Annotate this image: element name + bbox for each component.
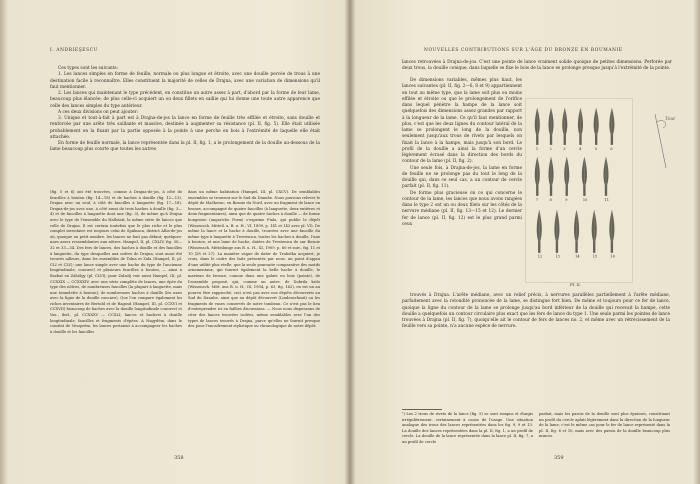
paragraph: 1. Les lances simples en forme de feuille, normale ou plus longue et étroite, avec une douille percée de trous à une destination facile à reconnaître. Elles constituent la majorité de celles de Drajna, avec une variation de dimensions qu'il faut mentionner. — [50, 72, 320, 90]
spearheads-illustration — [526, 99, 632, 282]
main-text — [50, 66, 320, 154]
page-number: 359 — [554, 455, 564, 461]
spearhead-figure — [609, 210, 615, 259]
figure-number: 9 — [565, 197, 568, 202]
spearhead-figure — [554, 210, 560, 259]
figure-number: 3 — [563, 146, 566, 151]
figure-number: 2 — [549, 146, 552, 151]
footnote-column: dans un même habitation (Hampel, III, pl. CXCV). De semblables ensembles se trouvent sur le Sud du Danube. Nous pouvons relever le dépôt de Mačkovac, en Bosnie du Nord, avec un fragment de lance en bronze, accompagné de quatre faucilles (à languette, deux entières et deux fragmentaires), ainsi que de quatre haches à douille — de forme hongroise (angariche Form) s'exprime Fiala, qui publie le dépôt (Wissensch. Mitteil. a. B. u. H., VI, 1899, p. 141 et 142 avec pl. VI). De même la lance et la hache à douille, trouvées avec une faucille du même type à languette à Trestenica, toutes les haches à douille, l'une à bouton, et une lame de hache, datées de Trestenica de sur Bosnie (Wissensch. Mitteilunge aus B. u. H., XI, 1909, p. 60 et suiv., fig. 11 et 10 (28 et 27). La manière vague de dater de Truhelka acquiert, je crois, dans le cadre des faits présentés par nous, un point d'appui d'une utilité plus réelle, que la seule poursuite comparative des motifs ornementaux, qui fournit également la belle hache à douille, le marteau de bronze, connue dans une galate en bois (pointe), de l'ensemble proposé, qui, comme un autre, de Dobrila krdo (Wissensch. Mitt. aus B. u. H., IX, 1904, p. 63, fig. 162), en est un au pourvu être rapproché, ceci n'est pas avec nos dépôts découverts au Sud du Danube, ainsi que au dépôt découvert (Lindenschmit) ou les fragments de vases conservés de notre tombeau. Ce n'est pas le lieu d'entreprendre ici en faillies discussions. — Nous nous dispensons de citer des lances trouvées isolées, même semblables avec l'un des types de lances trouvés à Drajna, parce qu'elles ne fournit presque des pour l'encadrement stylistique ou chronologique de notre dépôt. — [188, 190, 320, 329]
spearhead-figure — [574, 210, 580, 259]
spearhead-figure — [594, 108, 599, 151]
figure-number: 4 — [579, 146, 582, 151]
figure-number: 13 — [555, 254, 560, 259]
figure-number: 7 — [535, 197, 539, 202]
spearhead-figure — [603, 157, 609, 202]
footnote-rule — [402, 409, 442, 410]
paragraph: En forme de feuille normale, la lance représentée dans la pl. II, fig. 1, a le prolongement de la douille au-dessous de la lame beaucoup plus courte que toutes les autres — [50, 141, 320, 153]
figure-number: 8 — [549, 197, 552, 202]
handwritten-annotation — [652, 108, 680, 178]
paragraph: De forme plus gracieuse on ce qui concerne le contour de la lame, les lances que nous avons rangées dans le type 2 ont un ou deux filets sur les côtés de la nervure médiane (pl. II, fig. 13—15 et 12). Le dernier fer de lance (pl. II, fig. 12) est le plus grand parmi ceux — [402, 190, 522, 227]
figure-number: 12 — [537, 254, 543, 259]
footnote-column: (fig. 5 et 6) ont été trouvées, comme à Drajna-de-jos, à côté de faucilles à bouton (fig. 14—18) et de haches à douille (fig. 12—13). Drajna avec un seul, à côté de faucilles à languette (fig. 17—18). Drajna-de-jos avec une, à côté aussi de trois haches à douille (fig. 3—4) et de faucilles à languette dont une (fig. 3), de même qu'à Drajna avec le type de l'ensemble du Hallstatt, la même série de lances que celle de Drajna. Il est certain toutefois que le plus riche et le plus complet inventaire est toujours celui de Spălnaca, district Alba-de-jos où, quoique en petit nombre, les lances ne font pas défaut; quelques-unes assez ressemblantes aux nôtres. Hampel, II, pl. CXLIV, fig. 30—32 et 33—34. Des fers de lances, des haches à douille et des faucilles à languette, du type desquelles aux ordres de Drajna, sont aussi été trouvés ailleurs, dans les ensembles de Tolna et Zala (Hampel, II, pl. CLI et CLV); une lance simple avec une hache du type de l'ancienne longitudinale, concave) et plusieurs faucilles à bouton, — ainsi à Bozbat en Záhölgy (pl. CLVI); pour Zalaölj voir aussi Hampel, III, pl. CCXXIX — CCXXXIV, avec une série complète de lances, une épée du type des nôtres, de nombreuses faucilles (la plupart à languette, mais une tonnelette à bouton); de nombreuses haches à douille (les unes avec la ligne de la douille concave). Que l'on compare également les riches inventaires de Bertold et de Ragosd (Hampel, III, pl. CCXVI et CCXVII) beaucoup de haches avec la douille longitudinale concave) et Vas., ibid., pl. CCXXXV — CCXLI; lances et hachest à douille longitudinale, faucilles et fragments d'épées. A Nagydém, dans le comitat de Veszprém, les lances portaient à accompagner les haches à douille et les faucilles — [50, 190, 182, 334]
footnotes — [402, 412, 670, 446]
figure-number: 1 — [535, 146, 539, 151]
figure-number: 10 — [582, 197, 588, 202]
spearhead-figure — [609, 108, 614, 151]
text-block: lances retrouvées à Drajna-de-jos. C'est une pointe de lance vraiment solide quoique de petites dimensions. Perforée par deux trous, la douille conique, dans laquelle se fixe le bois de la lance se prolonge presque jusqu'à l'extrémité de la pointe. — [402, 60, 672, 72]
spearhead-figure — [548, 157, 553, 202]
paragraph: Une seule fois, à Drajna-de-jos, la lame en forme de feuille ne se prolonge pas du tout le long de la douille qui, dans ce seul cas, a un contour de cercle parfait (pl. II, fig. 11). — [402, 165, 522, 190]
spearhead-figure — [592, 210, 598, 259]
artifact-plate — [525, 98, 633, 283]
page-number: 358 — [174, 455, 184, 461]
footnote-column: parfait, mais les parois de la douille sont plus épaisses, constituant un profil du cercle aplati légèrement dans la direction de la longueur de la lame; c'est le même cas pour le fer de lance représenté dans la pl. II, fig. 6 et 10, mais avec des parois de la douille beaucoup plus minces. — [539, 412, 670, 439]
plate-caption: Pl. II. — [570, 282, 581, 287]
footnote-column: ¹) Les 2 trous de rivets de la lance (fig. 5) se sont rompus et élargis irrégulièrement, certainement à cause de l'usage. Une situation analogue des trous des lances représentées dans les fig. 9, 9 et 13. La douille des lances représentées dans la pl. II, fig. 1, a un profil de cercle. La douille de la lance représentée dans la lance pl. II, fig. 7, a un profil de cercle — [402, 412, 533, 444]
spearhead-figure — [582, 157, 588, 202]
figure-number: 5 — [594, 146, 597, 151]
spearhead-figure — [535, 157, 540, 202]
footnotes — [50, 190, 320, 335]
handwritten-note: Tout — [665, 117, 676, 122]
running-head: NOUVELLES CONTRIBUTIONS SUR L'ÂGE DU BRONZE EN ROUMANIE — [424, 48, 623, 53]
text-column — [402, 78, 522, 228]
right-page — [362, 0, 680, 484]
spearhead-figure — [537, 210, 543, 259]
spearhead-figure — [562, 108, 567, 151]
spearhead-figure — [548, 108, 553, 151]
paragraph: 3. Unique et tout-à-fait à part est à Drajna-de-jos la lance en forme de feuille très effilée et étroite, sans douille et renforcée par une arête très saillante et massive, destinée à augmenter sa résistance (pl. II, fig. 5). Elle était utilisée probablement en la fixant par la partie opposée à la pointe à une perche en bois à l'extrémité de laquelle elle était attachée. — [50, 116, 320, 140]
figure-number: 15 — [592, 254, 598, 259]
spearhead-figure — [578, 108, 583, 151]
paragraph: 2. Les lances qui maintenant le type précédent, en constitue un autre assez à part, d'abord par la forme de leur lame, beaucoup plus élancée; de plus celle-ci acquiert un ou deux fillets en saillie qui lui donne une toute autre apparence que celle des lances simples du type antérieur. — [50, 91, 320, 109]
paragraph: De dimensions variables, mêmes plus haut, les lances suivantes (pl. II, fig. 2—6, 8 et 9) appartiennent en tout au même type, que la lame soit plus ou moins effilée et étroite ou que le prolongement de l'orifice dans lequel pénètre la hampe de la lance soit quelquefois des dimensions assez grandes par rapport à la longueur de la lame. Ce qu'il faut mentionner, de plus, c'est que les deux lignes du contour latéral de la lame se prolongent le long de la douille, non seulement jusqu'aux trous de rivets par lesquels on fixait la lance à la hampe, mais jusqu'à son bord. Le profil de la douille a ainsi la forme d'un cercle légèrement écrasé dans la direction des bords du contour de la lame (pl. II, fig. 2). — [402, 78, 522, 165]
left-page — [20, 0, 338, 484]
figure-number: 11 — [604, 197, 610, 202]
figure-number: 14 — [575, 254, 580, 259]
paragraph: A ces deux divisions on peut ajouter: — [58, 109, 139, 115]
intro-line: Ces types sont les suivants: — [58, 66, 119, 71]
figure-number: 16 — [610, 254, 615, 259]
running-head: I. ANDRIEŞESCU — [50, 48, 98, 53]
spearhead-figure — [564, 157, 569, 202]
text-block: trouvés à Drajna. L'arête médiane, avec un relief précis, à nervures parallèles partiellement à l'arête médiane, parfaitement avec la rotondité prononcée de la lame, se distingue fort bien. De même et toujours pour ce fer de lance, quoique la ligne du contour de la lame se prolonge jusqu'au bord inférieur de la douille qui recevait la hampe, cette douille a quelquefois un contour circulaire plus exact que les fers de lance du type 1. Une seule parmi les pointes de lance trouvées à Drajna (pl. II, fig. 7), quoiqu'elle ait le contour de fers de lances no. 2, et même avec un rétrécissement de la feuille vers sa pointe, n'a aucune espèce de nervure. — [402, 293, 670, 330]
spearhead-figure — [535, 108, 540, 151]
figure-number: 6 — [610, 146, 613, 151]
